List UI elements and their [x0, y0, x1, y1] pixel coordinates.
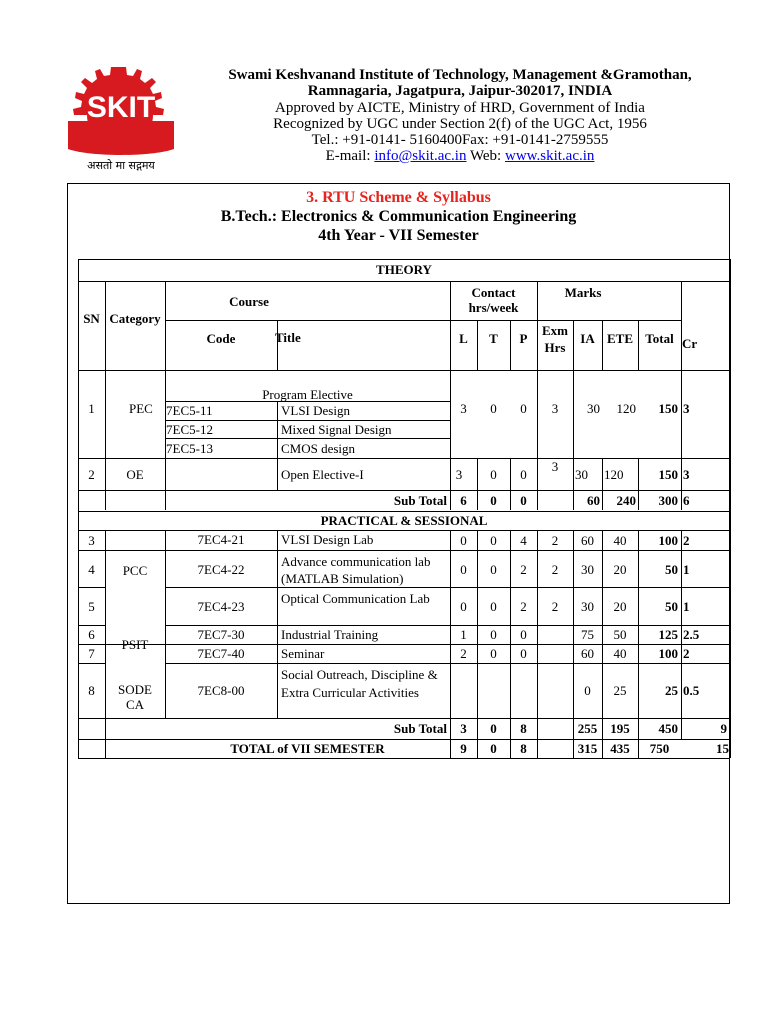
row6-title: Industrial Training [281, 627, 379, 642]
theory-subtotal-t: 0 [490, 493, 497, 508]
pec-ete: 120 [616, 401, 636, 416]
oe-title: Open Elective-I [281, 467, 364, 482]
contact-email-web [190, 147, 730, 165]
pec-elective-1-title: VLSI Design [281, 403, 350, 418]
grand-total-l: 9 [460, 741, 467, 756]
row6-ete: 50 [613, 627, 627, 642]
oe-exam-hours: 3 [551, 459, 559, 474]
email-link[interactable]: info@skit.ac.in [374, 148, 467, 164]
row5-t: 0 [490, 599, 497, 614]
oe-t: 0 [490, 467, 497, 482]
institute-address: Ramnagaria, Jagatpura, Jaipur-302017, INDIA [307, 83, 613, 99]
row6-ia: 75 [581, 627, 594, 642]
row4-l: 0 [460, 562, 467, 577]
row4-sn: 4 [88, 562, 95, 577]
row5-total: 50 [665, 599, 678, 614]
row5-ete: 20 [613, 599, 627, 614]
row7-title: Seminar [281, 646, 325, 661]
pec-sn: 1 [88, 401, 95, 416]
row8-credits: 0.5 [683, 683, 700, 698]
pec-t: 0 [490, 401, 497, 416]
row3-t: 0 [490, 533, 497, 548]
row5-p: 2 [520, 599, 527, 614]
email-label: E-mail: [325, 148, 375, 164]
grand-total-t: 0 [490, 741, 497, 756]
oe-credits: 3 [683, 467, 690, 482]
row6-total: 125 [658, 627, 678, 642]
header-credits: Cr [682, 336, 698, 351]
header-category: Category [109, 311, 161, 326]
oe-p: 0 [520, 467, 527, 482]
practical-heading: PRACTICAL & SESSIONAL [320, 513, 488, 528]
practical-subtotal-credits: 9 [720, 721, 727, 736]
row6-credits: 2.5 [683, 627, 700, 642]
row4-total: 50 [665, 562, 678, 577]
pec-credits: 3 [683, 401, 690, 416]
pec-elective-3-code: 7EC5-13 [166, 441, 213, 456]
row8-title: Social Outreach, Discipline & Extra Curricular Activities [281, 667, 438, 700]
practical-subtotal-l: 3 [460, 721, 467, 736]
header-title: Title [275, 330, 301, 345]
row6-code: 7EC7-30 [197, 627, 245, 642]
row7-total: 100 [658, 646, 678, 661]
row8-total: 25 [665, 683, 678, 698]
row3-exam-hours: 2 [551, 533, 559, 548]
row3-credits: 2 [683, 533, 690, 548]
oe-sn: 2 [88, 467, 95, 482]
theory-subtotal-l: 6 [460, 493, 467, 508]
row5-exam-hours: 2 [551, 599, 559, 614]
practical-subtotal-label: Sub Total [393, 721, 447, 736]
row4-ia: 30 [581, 562, 594, 577]
theory-heading: THEORY [376, 262, 432, 277]
theory-subtotal-ia: 60 [587, 493, 600, 508]
row4-credits: 1 [683, 562, 690, 577]
scheme-title: 3. RTU Scheme & Syllabus [306, 189, 491, 206]
pec-l: 3 [460, 401, 467, 416]
pec-elective-1-code: 7EC5-11 [166, 403, 213, 418]
row4-p: 2 [520, 562, 527, 577]
row5-title: Optical Communication Lab [281, 591, 430, 606]
practical-subtotal-ete: 195 [610, 721, 630, 736]
oe-ia: 30 [575, 467, 588, 482]
row3-ia: 60 [581, 533, 594, 548]
row6-sn: 6 [88, 627, 95, 642]
oe-total: 150 [658, 467, 678, 482]
pec-elective-2-title: Mixed Signal Design [281, 422, 392, 437]
row3-title: VLSI Design Lab [281, 532, 374, 547]
pec-p: 0 [520, 401, 527, 416]
program-title: B.Tech.: Electronics & Communication Engineering [220, 208, 577, 225]
row5-ia: 30 [581, 599, 594, 614]
skit-logo [62, 63, 180, 175]
row5-code: 7EC4-23 [197, 599, 245, 614]
pec-group-label: Program Elective [262, 387, 353, 402]
contact-phone-fax: Tel.: +91-0141- 5160400Fax: +91-0141-2759555 [311, 132, 609, 148]
row5-sn: 5 [88, 599, 95, 614]
row6-t: 0 [490, 627, 497, 642]
row3-code: 7EC4-21 [197, 532, 245, 547]
web-label: Web: [466, 148, 505, 164]
row4-code: 7EC4-22 [197, 562, 245, 577]
row7-t: 0 [490, 646, 497, 661]
row7-code: 7EC7-40 [197, 646, 245, 661]
row4-t: 0 [490, 562, 497, 577]
row3-sn: 3 [88, 533, 95, 548]
pec-exam-hours: 3 [551, 401, 559, 416]
row7-credits: 2 [683, 646, 690, 661]
website-link[interactable]: www.skit.ac.in [504, 148, 595, 164]
row7-sn: 7 [88, 646, 95, 661]
row6-p: 0 [520, 627, 527, 642]
row7-ia: 60 [581, 646, 594, 661]
practical-subtotal-ia: 255 [577, 721, 598, 736]
grand-total-p: 8 [520, 741, 527, 756]
header-course: Course [229, 294, 269, 309]
row8-ete: 25 [613, 683, 627, 698]
grand-total-label: TOTAL of VII SEMESTER [230, 741, 385, 756]
header-sn: SN [83, 311, 100, 326]
theory-subtotal-p: 0 [520, 493, 527, 508]
row4-title: Advance communication lab (MATLAB Simulation) [281, 554, 431, 586]
header-ia: IA [580, 331, 595, 346]
practical-subtotal-total: 450 [658, 721, 678, 736]
header-exam-hours: Exm Hrs [542, 323, 568, 355]
oe-ete: 120 [604, 467, 624, 482]
row3-p: 4 [520, 533, 527, 548]
sodeca-category: SODE CA [118, 682, 152, 712]
row4-exam-hours: 2 [551, 562, 559, 577]
header-ete: ETE [606, 331, 633, 346]
header-t: T [489, 331, 498, 346]
pcc-category: PCC [122, 563, 148, 578]
row8-sn: 8 [88, 683, 95, 698]
theory-subtotal-label: Sub Total [393, 493, 447, 508]
row8-code: 7EC8-00 [197, 683, 245, 698]
pec-ia: 30 [587, 401, 600, 416]
row5-l: 0 [460, 599, 467, 614]
row4-ete: 20 [613, 562, 627, 577]
grand-total-ia: 315 [577, 741, 598, 756]
semester-title: 4th Year - VII Semester [318, 227, 479, 244]
row8-ia: 0 [584, 683, 591, 698]
pec-category: PEC [129, 401, 153, 416]
header-p: P [519, 331, 528, 346]
logo-motto: असतो मा सद्गमय [87, 159, 155, 172]
row7-l: 2 [460, 646, 467, 661]
row3-l: 0 [460, 533, 467, 548]
theory-subtotal-credits: 6 [683, 493, 690, 508]
grand-total-credits: 15 [716, 741, 729, 756]
theory-subtotal-ete: 240 [616, 493, 636, 508]
oe-l: 3 [455, 467, 463, 482]
row6-l: 1 [460, 627, 467, 642]
header-contact: Contact hrs/week [468, 285, 519, 315]
psit-category: PSIT [121, 637, 149, 652]
theory-subtotal-total: 300 [658, 493, 678, 508]
row5-credits: 1 [683, 599, 690, 614]
approval-line: Approved by AICTE, Ministry of HRD, Government of India [275, 100, 645, 116]
row3-total: 100 [658, 533, 678, 548]
row3-ete: 40 [613, 533, 627, 548]
grand-total-ete: 435 [610, 741, 630, 756]
oe-category: OE [126, 467, 144, 482]
practical-subtotal-t: 0 [490, 721, 497, 736]
row7-p: 0 [520, 646, 527, 661]
pec-elective-2-code: 7EC5-12 [166, 422, 213, 437]
pec-total: 150 [658, 401, 678, 416]
header-code: Code [206, 331, 236, 346]
grand-total-total: 750 [649, 741, 670, 756]
header-marks: Marks [564, 285, 602, 300]
institute-name: Swami Keshvanand Institute of Technology, Management &Gramothan, [228, 67, 692, 83]
row7-ete: 40 [613, 646, 627, 661]
pec-elective-3-title: CMOS design [281, 441, 356, 456]
logo-text: SKIT [86, 91, 156, 124]
header-total: Total [645, 331, 674, 346]
practical-subtotal-p: 8 [520, 721, 527, 736]
recognition-line: Recognized by UGC under Section 2(f) of the UGC Act, 1956 [273, 116, 647, 132]
header-l: L [459, 331, 468, 346]
